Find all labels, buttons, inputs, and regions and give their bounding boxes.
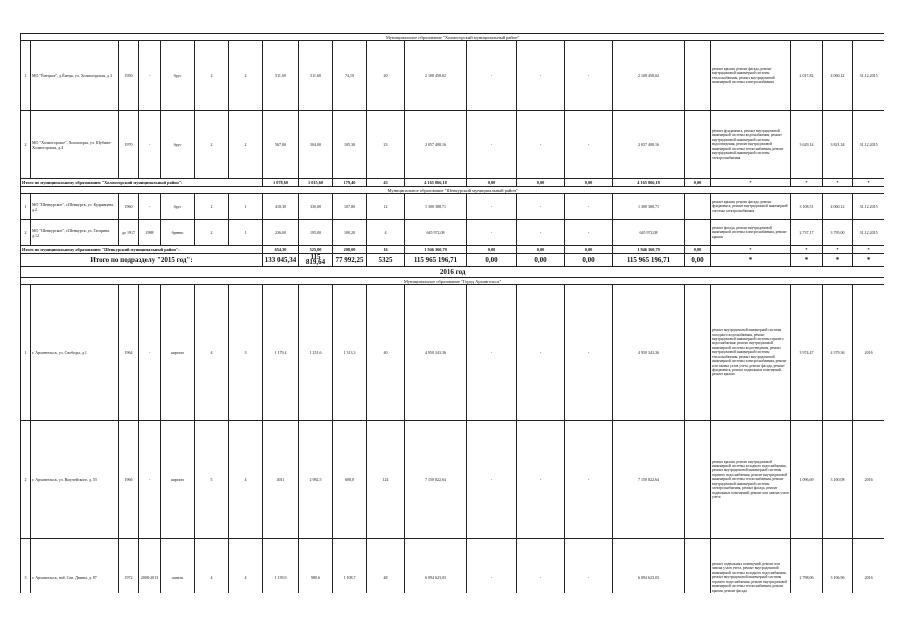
subtotal-mark: * bbox=[711, 246, 791, 254]
wall-material-cell: брус bbox=[161, 194, 195, 220]
limit-cost-cell: 4 060,12 bbox=[823, 41, 853, 111]
limit-cost-cell: 4 060,12 bbox=[823, 194, 853, 220]
cost-region-cell: - bbox=[517, 421, 565, 539]
year-renovated-cell: - bbox=[139, 285, 161, 421]
subtotal-cost-region: 0,00 bbox=[517, 246, 565, 254]
cost-region-cell: - bbox=[517, 220, 565, 246]
table-row bbox=[21, 41, 885, 111]
unit-cost-cell: 2 798,06 bbox=[791, 539, 823, 594]
entrances-cell: 2 bbox=[229, 111, 263, 179]
empty-cell bbox=[685, 111, 711, 179]
residents-cell: 20 bbox=[367, 41, 405, 111]
subtotal-label: Итого по муниципальному образованию "Шенкурский муниципальный район": bbox=[21, 246, 263, 254]
area-owned-cell: 105,30 bbox=[333, 111, 367, 179]
cost-owners-cell: 2 057 408,16 bbox=[613, 111, 685, 179]
subtotal-cost-owners: 1 946 360,79 bbox=[613, 246, 685, 254]
floors-cell: 2 bbox=[195, 220, 229, 246]
year-built-cell: 1966 bbox=[119, 421, 139, 539]
cost-fund-cell: - bbox=[467, 220, 517, 246]
limit-cost-cell: 3 160,08 bbox=[823, 421, 853, 539]
year-header-row bbox=[21, 267, 885, 278]
subtotal-area-total: 1 078,60 bbox=[263, 179, 299, 187]
grand-total-cost-owners: 115 965 196,71 bbox=[613, 254, 685, 267]
grand-total-area-living: 115 819,64 bbox=[299, 254, 333, 267]
works-cell: ремонт подвальных помещений, ремонт или замена узлов учета, ремонт внутридомовой инженерной системы холодного водоснабжения, ремонт внутридомовой инженерной системы горячего водоснабжения, ремонт внутридомовой инженерной системы теплоснабжения, ремонт крыши, ремонт фасада bbox=[711, 539, 791, 594]
row-number: 2 bbox=[21, 111, 31, 179]
subtotal-area-owned: 179,40 bbox=[333, 179, 367, 187]
address-cell: г. Архангельск, наб. Сев. Двины, д. 87 bbox=[31, 539, 119, 594]
unit-cost-cell: 2 017,82 bbox=[791, 41, 823, 111]
subtotal-residents: 43 bbox=[367, 179, 405, 187]
wall-material-cell: панель bbox=[161, 539, 195, 594]
deadline-cell: 31.12.2015 bbox=[853, 111, 885, 179]
subtotal-cost-fund: 0,00 bbox=[467, 179, 517, 187]
cost-region-cell: - bbox=[517, 111, 565, 179]
row-number: 3 bbox=[21, 539, 31, 594]
cost-region-cell: - bbox=[517, 539, 565, 594]
subtotal-mark: * bbox=[791, 179, 823, 187]
works-cell: ремонт крыши, ремонт фасада, ремонт фундамента, ремонт внутридомовой инженерной системы электроснабжения bbox=[711, 194, 791, 220]
entrances-cell: 3 bbox=[229, 285, 263, 421]
year-built-cell: до 1917 bbox=[119, 220, 139, 246]
works-cell: ремонт внутридомовой инженерной системы холодного водоснабжения, ремонт внутридомовой инженерной системы горячего водоснабжения, ремонт внутридомовой инженерной системы водоотведения, ремонт внутридомовой инженерной системы теплоснабжения, ремонт внутридомовой инженерной системы электроснабжения, ремонт или замена узлов учета, ремонт фасада, ремонт фундамента, ремонт подвальных помещений, ремонт крыши bbox=[711, 285, 791, 421]
area-living-cell: 330,00 bbox=[299, 194, 333, 220]
residents-cell: 48 bbox=[367, 539, 405, 594]
table-row bbox=[21, 285, 885, 421]
subtotal-mark: * bbox=[823, 179, 853, 187]
year-label: 2016 год bbox=[21, 267, 885, 278]
area-owned-cell: 608,0 bbox=[333, 421, 367, 539]
area-living-cell: 504,00 bbox=[299, 111, 333, 179]
grand-total-extra: 0,00 bbox=[685, 254, 711, 267]
cost-total-cell: 645 972,08 bbox=[405, 220, 467, 246]
unit-cost-cell: 3 629,14 bbox=[791, 111, 823, 179]
deadline-cell: 31.12.2015 bbox=[853, 194, 885, 220]
cost-total-cell: 1 300 388,71 bbox=[405, 194, 467, 220]
area-owned-cell: 74,10 bbox=[333, 41, 367, 111]
deadline-cell: 31.12.2015 bbox=[853, 41, 885, 111]
works-cell: ремонт фасада, ремонт внутридомовой инженерной системы электроснабжения, ремонт крыши bbox=[711, 220, 791, 246]
subtotal-row bbox=[21, 179, 885, 187]
unit-cost-cell: 3 974,47 bbox=[791, 285, 823, 421]
cost-local-cell: - bbox=[565, 285, 613, 421]
cost-total-cell: 2 108 458,02 bbox=[405, 41, 467, 111]
address-cell: г. Архангельск, ул. Выучейского, д. 55 bbox=[31, 421, 119, 539]
entrances-cell: 4 bbox=[229, 421, 263, 539]
grand-total-mark: * bbox=[853, 254, 885, 267]
row-number: 1 bbox=[21, 285, 31, 421]
year-renovated-cell: - bbox=[139, 41, 161, 111]
wall-material-cell: кирпич bbox=[161, 285, 195, 421]
area-owned-cell: 100,20 bbox=[333, 220, 367, 246]
section-title: Муниципальное образование "Город Архангельск" bbox=[21, 278, 885, 285]
grand-total-cost-local: 0,00 bbox=[565, 254, 613, 267]
table-row bbox=[21, 194, 885, 220]
area-total-cell: 511,60 bbox=[263, 41, 299, 111]
address-cell: МО "Ёмецкое", д.Ёмецк, ул. Холмогорская, д.3 bbox=[31, 41, 119, 111]
year-renovated-cell: - bbox=[139, 111, 161, 179]
subtotal-cost-owners: 4 165 866,18 bbox=[613, 179, 685, 187]
area-owned-cell: 1 313,3 bbox=[333, 285, 367, 421]
spreadsheet bbox=[20, 33, 884, 593]
year-renovated-cell: - bbox=[139, 421, 161, 539]
subtotal-area-total: 654,30 bbox=[263, 246, 299, 254]
address-cell: МО "Холмогорское", Холмогоры, ул. Шубина-Холмогорская, д.4 bbox=[31, 111, 119, 179]
residents-cell: 12 bbox=[367, 194, 405, 220]
residents-cell: 4 bbox=[367, 220, 405, 246]
subtotal-area-living: 1 015,60 bbox=[299, 179, 333, 187]
area-total-cell: 418,30 bbox=[263, 194, 299, 220]
area-living-cell: 2 982,5 bbox=[299, 421, 333, 539]
subtotal-mark: * bbox=[853, 179, 885, 187]
unit-cost-cell: 1 096,69 bbox=[791, 421, 823, 539]
subtotal-mark: * bbox=[853, 246, 885, 254]
cost-region-cell: - bbox=[517, 41, 565, 111]
deadline-cell: 2016 bbox=[853, 539, 885, 594]
subtotal-row bbox=[21, 246, 885, 254]
subtotal-area-living: 525,00 bbox=[299, 246, 333, 254]
deadline-cell: 31.12.2015 bbox=[853, 220, 885, 246]
entrances-cell: 2 bbox=[229, 41, 263, 111]
grand-total-mark: * bbox=[823, 254, 853, 267]
cost-owners-cell: 4 950 343,36 bbox=[613, 285, 685, 421]
subtotal-area-owned: 208,00 bbox=[333, 246, 367, 254]
year-renovated-cell: 1988 bbox=[139, 220, 161, 246]
residents-cell: 124 bbox=[367, 421, 405, 539]
table-row bbox=[21, 421, 885, 539]
cost-region-cell: - bbox=[517, 285, 565, 421]
cost-total-cell: 7 150 822,64 bbox=[405, 421, 467, 539]
repair-program-table bbox=[20, 33, 884, 593]
area-owned-cell: 1 108,7 bbox=[333, 539, 367, 594]
cost-fund-cell: - bbox=[467, 194, 517, 220]
year-built-cell: 1970 bbox=[119, 111, 139, 179]
cost-owners-cell: 7 150 822,64 bbox=[613, 421, 685, 539]
empty-cell bbox=[685, 421, 711, 539]
floors-cell: 2 bbox=[195, 194, 229, 220]
floors-cell: 4 bbox=[195, 285, 229, 421]
row-number: 1 bbox=[21, 194, 31, 220]
subtotal-mark: * bbox=[711, 179, 791, 187]
year-renovated-cell: 2008-2013 bbox=[139, 539, 161, 594]
grand-total-area-total: 133 045,34 bbox=[263, 254, 299, 267]
cost-local-cell: - bbox=[565, 220, 613, 246]
empty-cell bbox=[685, 539, 711, 594]
floors-cell: 2 bbox=[195, 41, 229, 111]
area-total-cell: 236,00 bbox=[263, 220, 299, 246]
subtotal-cost-total: 4 165 866,18 bbox=[405, 179, 467, 187]
subtotal-label: Итого по муниципальному образованию "Холмогорский муниципальный район": bbox=[21, 179, 263, 187]
subtotal-mark: * bbox=[791, 246, 823, 254]
year-built-cell: 1950 bbox=[119, 41, 139, 111]
year-built-cell: 1972 bbox=[119, 539, 139, 594]
cost-fund-cell: - bbox=[467, 285, 517, 421]
section-header-row bbox=[21, 278, 885, 285]
row-number: 2 bbox=[21, 220, 31, 246]
cost-owners-cell: 1 300 388,71 bbox=[613, 194, 685, 220]
area-total-cell: 4011 bbox=[263, 421, 299, 539]
grand-total-mark: * bbox=[791, 254, 823, 267]
limit-cost-cell: 3 821,34 bbox=[823, 111, 853, 179]
area-living-cell: 511,60 bbox=[299, 41, 333, 111]
subtotal-extra: 0,00 bbox=[685, 246, 711, 254]
wall-material-cell: брус bbox=[161, 41, 195, 111]
wall-material-cell: брус bbox=[161, 111, 195, 179]
cost-local-cell: - bbox=[565, 539, 613, 594]
row-number: 1 bbox=[21, 41, 31, 111]
subtotal-cost-local: 0,00 bbox=[565, 179, 613, 187]
works-cell: ремонт крыши, ремонт внутридомовой инженерной системы холодного водоснабжения, ремонт внутридомовой инженерной системы горячего водоснабжения, ремонт внутридомовой инженерной системы теплоснабжения, ремонт внутридомовой инженерной системы электроснабжения, ремонт фасада, ремонт подвальных помещений, ремонт или замена узлов учета bbox=[711, 421, 791, 539]
entrances-cell: 1 bbox=[229, 220, 263, 246]
section-title: Муниципальное образование "Холмогорский муниципальный район" bbox=[21, 34, 885, 41]
works-cell: ремонт крыши, ремонт фасада, ремонт внутридомовой инженерной системы теплоснабжения, ремонт внутридомовой инженерной системы электроснабжения bbox=[711, 41, 791, 111]
cost-local-cell: - bbox=[565, 421, 613, 539]
deadline-cell: 2016 bbox=[853, 421, 885, 539]
entrances-cell: 4 bbox=[229, 539, 263, 594]
table-row bbox=[21, 220, 885, 246]
empty-cell bbox=[685, 220, 711, 246]
section-header-row bbox=[21, 34, 885, 41]
cost-region-cell: - bbox=[517, 194, 565, 220]
grand-total-row bbox=[21, 254, 885, 267]
area-living-cell: 195,00 bbox=[299, 220, 333, 246]
cost-total-cell: 6 094 623,03 bbox=[405, 539, 467, 594]
cost-owners-cell: 6 094 623,03 bbox=[613, 539, 685, 594]
residents-cell: 40 bbox=[367, 285, 405, 421]
floors-cell: 4 bbox=[195, 539, 229, 594]
empty-cell bbox=[685, 194, 711, 220]
subtotal-residents: 16 bbox=[367, 246, 405, 254]
floors-cell: 2 bbox=[195, 111, 229, 179]
cost-local-cell: - bbox=[565, 194, 613, 220]
subtotal-extra: 0,00 bbox=[685, 179, 711, 187]
cost-fund-cell: - bbox=[467, 41, 517, 111]
section-header-row bbox=[21, 187, 885, 194]
residents-cell: 23 bbox=[367, 111, 405, 179]
area-living-cell: 980,6 bbox=[299, 539, 333, 594]
limit-cost-cell: 3 106,96 bbox=[823, 539, 853, 594]
cost-total-cell: 4 950 343,36 bbox=[405, 285, 467, 421]
cost-fund-cell: - bbox=[467, 111, 517, 179]
cost-local-cell: - bbox=[565, 41, 613, 111]
table-row bbox=[21, 539, 885, 594]
grand-total-cost-fund: 0,00 bbox=[467, 254, 517, 267]
wall-material-cell: кирпич bbox=[161, 421, 195, 539]
unit-cost-cell: 3 108,51 bbox=[791, 194, 823, 220]
area-total-cell: 1 139,9 bbox=[263, 539, 299, 594]
wall-material-cell: бревно bbox=[161, 220, 195, 246]
cost-total-cell: 2 057 408,16 bbox=[405, 111, 467, 179]
grand-total-mark: * bbox=[711, 254, 791, 267]
area-total-cell: 1 179,4 bbox=[263, 285, 299, 421]
area-total-cell: 567,00 bbox=[263, 111, 299, 179]
limit-cost-cell: 4 379,36 bbox=[823, 285, 853, 421]
limit-cost-cell: 3 795,00 bbox=[823, 220, 853, 246]
grand-total-area-owned: 77 992,25 bbox=[333, 254, 367, 267]
table-row bbox=[21, 111, 885, 179]
unit-cost-cell: 2 737,17 bbox=[791, 220, 823, 246]
subtotal-cost-region: 0,00 bbox=[517, 179, 565, 187]
cost-owners-cell: 645 972,08 bbox=[613, 220, 685, 246]
area-owned-cell: 107,80 bbox=[333, 194, 367, 220]
year-built-cell: 1964 bbox=[119, 285, 139, 421]
year-renovated-cell: - bbox=[139, 194, 161, 220]
subtotal-cost-fund: 0,00 bbox=[467, 246, 517, 254]
subtotal-mark: * bbox=[823, 246, 853, 254]
grand-total-label: Итого по подразделу "2015 год": bbox=[21, 254, 263, 267]
works-cell: ремонт фундамента, ремонт внутридомовой инженерной системы водоснабжения, ремонт внутридомовой инженерной системы водоотведения, ремонт внутридомовой инженерной системы теплоснабжения, ремонт внутридомовой инженерной системы электроснабжения bbox=[711, 111, 791, 179]
subtotal-cost-local: 0,00 bbox=[565, 246, 613, 254]
grand-total-cost-region: 0,00 bbox=[517, 254, 565, 267]
entrances-cell: 1 bbox=[229, 194, 263, 220]
year-built-cell: 1960 bbox=[119, 194, 139, 220]
cost-fund-cell: - bbox=[467, 421, 517, 539]
address-cell: МО "Шенкурское", г.Шенкурск, ул. Гагарина, д.12 bbox=[31, 220, 119, 246]
address-cell: МО "Шенкурское", г.Шенкурск, ул. Кудрявцева, д.2 bbox=[31, 194, 119, 220]
floors-cell: 5 bbox=[195, 421, 229, 539]
grand-total-residents: 5325 bbox=[367, 254, 405, 267]
cost-local-cell: - bbox=[565, 111, 613, 179]
section-title: Муниципальное образование "Шенкурский муниципальный район" bbox=[21, 187, 885, 194]
grand-total-cost-total: 115 965 196,71 bbox=[405, 254, 467, 267]
empty-cell bbox=[685, 41, 711, 111]
address-cell: г. Архангельск, ул. Свободы, д.1 bbox=[31, 285, 119, 421]
cost-fund-cell: - bbox=[467, 539, 517, 594]
deadline-cell: 2016 bbox=[853, 285, 885, 421]
cost-owners-cell: 2 108 458,02 bbox=[613, 41, 685, 111]
row-number: 2 bbox=[21, 421, 31, 539]
area-living-cell: 1 231,6 bbox=[299, 285, 333, 421]
empty-cell bbox=[685, 285, 711, 421]
subtotal-cost-total: 1 946 360,79 bbox=[405, 246, 467, 254]
